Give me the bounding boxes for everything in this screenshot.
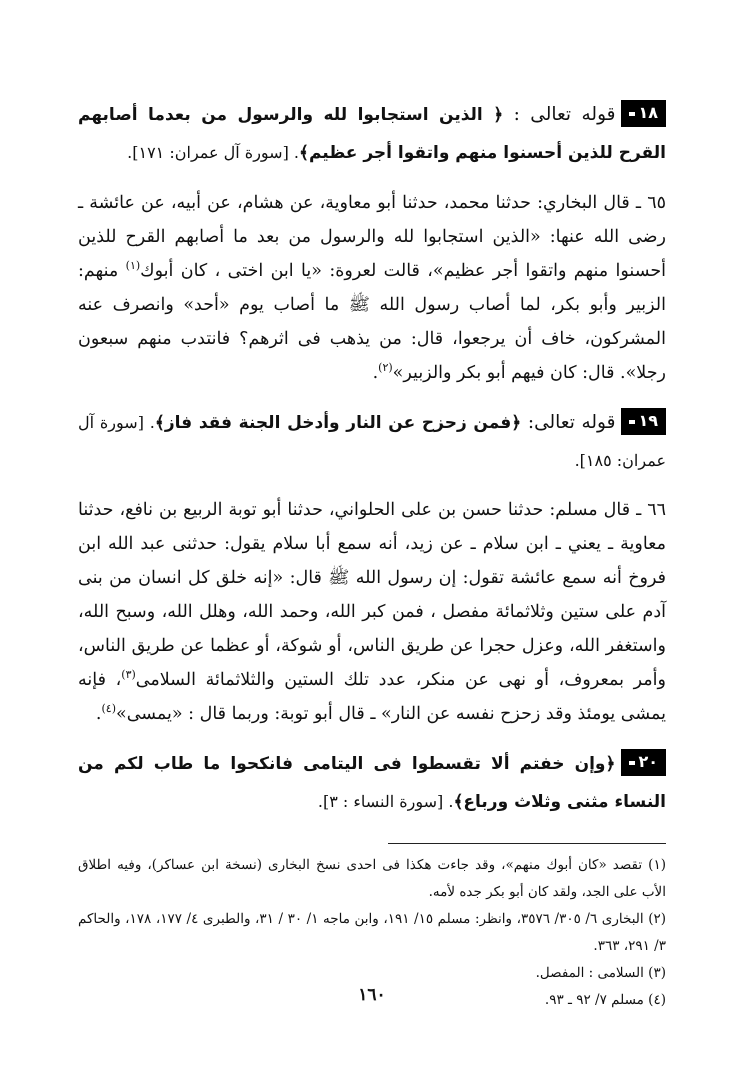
page-number: ١٦٠ [358,985,386,1005]
hadith-text: ، فإنه يمشى يومئذ وقد زحزح نفسه عن النار» ـ قال أبو توبة: وربما قال : «يمسى» [78,670,666,724]
hadith-text: ٦٥ ـ قال البخاري: حدثنا محمد، حدثنا أبو معاوية، عن هشام، عن أبيه، عن عائشة ـ رضى الله عنها: «الذين استجابوا لله والرسول من بعد ما أصابهم القرح للذين أحسنوا منهم واتقوا أجر عظيم»، قالت لعروة: «يا ابن اختى ، كان أبوك [78,193,667,281]
heading-intro: قوله تعالى : [503,104,616,125]
hadith-text: ٦٦ ـ قال مسلم: حدثنا حسن بن على الحلواني، حدثنا أبو توبة الربيع بن نافع، حدثنا معاوية ـ يعني ـ ابن سلام ـ عن زيد، أنه سمع أبا سلام يقول: حدثنى عبد الله ابن فروخ أنه سمع عائشة تقول: إن رسول الله ﷺ قال: «إنه خلق كل انسان من بنى آدم على ستين وثلاثمائة مفصل ، فمن كبر الله، وحمد الله، وهلل الله، وسبح الله، واستغفر الله، وعزل حجرا عن طريق الناس، أو شوكة، أو عظما عن طريق الناس، وأمر بمعروف، أو نهى عن منكر، عدد تلك الستين والثلاثمائة السلامى [78,500,666,690]
hadith-text: منهم: الزبير وأبو بكر، لما أصاب رسول الله ﷺ ما أصاب يوم «أحد» وانصرف عنه المشركون، خاف أن يرجعوا، قال: من يذهب فى اثرهم؟ فانتدب منهم سبعون رجلا». قال: كان فيهم أبو بكر والزبير» [78,261,666,383]
footnote-3: (٣) السلامى : المفصل. [535,965,666,981]
surah-reference: . [سورة آل عمران: ١٧١]. [127,143,299,162]
footnote-2: (٢) البخارى ٦/ ٣٠٥/ ٣٥٧٦، وانظر: مسلم ١٥/ ١٩١، وابن ماجه ١/ ٣٠ / ٣١، والطبرى ٤/ ١٧٧، ١٧٨، والحاكم ٣/ ٢٩١، ٣٦٣. [78,911,667,954]
quran-verse: ﴿فمن زحزح عن النار وأدخل الجنة فقد فاز﴾ [154,413,522,433]
surah-reference: . [سورة النساء : ٣]. [317,792,454,811]
footnote-1: (١) تقصد «كان أبوك منهم»، وقد جاءت هكذا فى احدى نسخ البخارى (نسخة ابن عساكر)، وفيه اطلاق الأب على الجد، ولقد كان أبو بكر جده لأمه. [78,857,666,900]
quran-verse: ﴿ الذين استجابوا لله والرسول من بعدما أصابهم القرح للذين أحسنوا منهم واتقوا أجر عظيم﴾ [78,105,666,163]
section-number-badge: ٢٠ [621,749,666,776]
section-heading-19 [78,404,666,479]
footnote-marker: (٢) [378,361,393,375]
hadith-65 [78,186,666,390]
footnote-marker: (١) [125,259,141,273]
footnote-marker: (٣) [121,668,136,682]
footnote-4: (٤) مسلم ٧/ ٩٢ ـ ٩٣. [544,992,666,1008]
section-number-badge: ١٩ [621,408,666,435]
footnote-marker: (٤) [101,702,116,716]
hadith-66 [78,493,666,731]
section-number-badge: ١٨ [621,100,666,127]
footnote-divider [388,843,666,844]
quran-verse: ﴿وإن خفتم ألا تقسطوا فى اليتامى فانكحوا ما طاب لكم من النساء مثنى وثلاث ورباع﴾ [78,754,666,812]
surah-reference: . [سورة آل عمران: ١٨٥]. [78,413,666,470]
section-heading-20 [78,745,666,821]
section-heading-18 [78,96,666,172]
heading-intro: قوله تعالى: [521,412,616,433]
hadith-text: . [95,704,102,724]
hadith-text: . [372,363,379,383]
